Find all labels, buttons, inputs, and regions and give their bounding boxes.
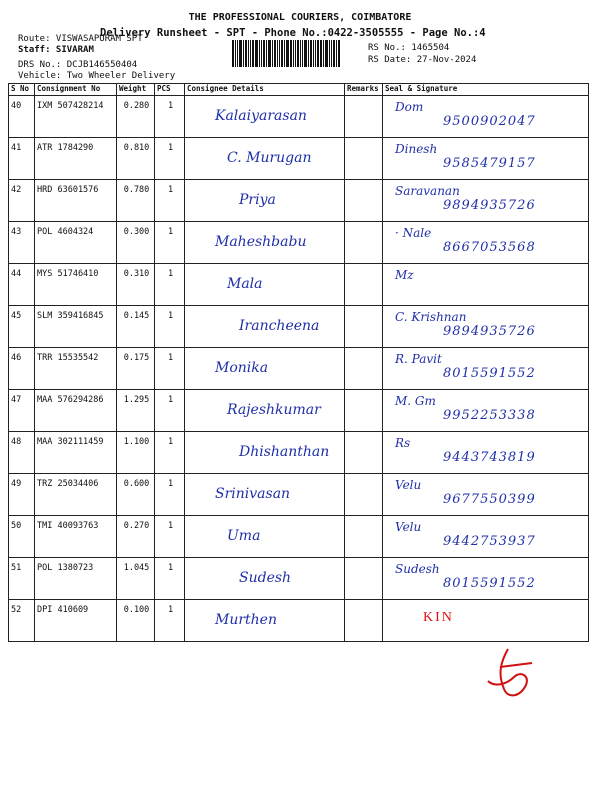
cell-consignment: POL 4604324 <box>35 222 117 264</box>
cell-consignment: SLM 359416845 <box>35 306 117 348</box>
cell-consignee <box>185 96 345 138</box>
table-row <box>9 348 589 390</box>
cell-consignee <box>185 558 345 600</box>
cell-weight: 0.780 <box>117 180 155 222</box>
col-header-consignee: Consignee Details <box>185 84 345 96</box>
handwritten-phone: 9500902047 <box>443 114 536 129</box>
handwritten-phone: 9443743819 <box>443 450 536 465</box>
cell-pcs: 1 <box>155 264 185 306</box>
cell-consignment: HRD 63601576 <box>35 180 117 222</box>
rs-date: RS Date: 27-Nov-2024 <box>368 55 477 65</box>
cell-weight: 0.100 <box>117 600 155 642</box>
cell-weight: 0.270 <box>117 516 155 558</box>
cell-consignment: MAA 576294286 <box>35 390 117 432</box>
cell-consignee <box>185 390 345 432</box>
table-row <box>9 138 589 180</box>
cell-sno: 49 <box>9 474 35 516</box>
cell-consignment: TMI 40093763 <box>35 516 117 558</box>
cell-remarks <box>345 432 383 474</box>
cell-remarks <box>345 96 383 138</box>
cell-consignee <box>185 600 345 642</box>
handwritten-phone: 9442753937 <box>443 534 536 549</box>
red-scribble-mark <box>480 645 550 705</box>
cell-weight: 0.310 <box>117 264 155 306</box>
cell-seal-signature <box>383 180 589 222</box>
route-label: Route: VISWASAPURAM SPT <box>18 34 143 44</box>
table-row <box>9 558 589 600</box>
cell-seal-signature <box>383 306 589 348</box>
handwritten-signature: Rs <box>395 436 411 450</box>
cell-weight: 0.300 <box>117 222 155 264</box>
cell-sno: 42 <box>9 180 35 222</box>
handwritten-phone: 9585479157 <box>443 156 536 171</box>
cell-pcs: 1 <box>155 96 185 138</box>
handwritten-signature: M. Gm <box>395 394 436 408</box>
cell-pcs: 1 <box>155 138 185 180</box>
table-row <box>9 264 589 306</box>
handwritten-consignee-name: Maheshbabu <box>215 234 307 250</box>
cell-consignment: MYS 51746410 <box>35 264 117 306</box>
handwritten-consignee-name: Mala <box>227 276 263 292</box>
cell-weight: 1.295 <box>117 390 155 432</box>
cell-pcs: 1 <box>155 432 185 474</box>
table-row <box>9 600 589 642</box>
table-row <box>9 96 589 138</box>
handwritten-signature: Dom <box>395 100 424 114</box>
handwritten-consignee-name: Monika <box>215 360 269 376</box>
cell-remarks <box>345 138 383 180</box>
cell-seal-signature <box>383 390 589 432</box>
cell-consignee <box>185 222 345 264</box>
cell-sno: 44 <box>9 264 35 306</box>
handwritten-consignee-name: Dhishanthan <box>239 444 330 460</box>
cell-seal-signature <box>383 138 589 180</box>
handwritten-phone: 8667053568 <box>443 240 536 255</box>
cell-consignee <box>185 516 345 558</box>
cell-consignment: TRR 15535542 <box>35 348 117 390</box>
col-header-pcs: PCS <box>155 84 185 96</box>
cell-consignment: POL 1380723 <box>35 558 117 600</box>
cell-remarks <box>345 516 383 558</box>
handwritten-consignee-name: Uma <box>227 528 261 544</box>
handwritten-phone: 9677550399 <box>443 492 536 507</box>
table-row <box>9 516 589 558</box>
cell-sno: 51 <box>9 558 35 600</box>
cell-remarks <box>345 390 383 432</box>
company-title: THE PROFESSIONAL COURIERS, COIMBATORE <box>188 12 412 23</box>
handwritten-phone: 8015591552 <box>443 366 536 381</box>
cell-consignee <box>185 138 345 180</box>
cell-remarks <box>345 180 383 222</box>
handwritten-signature: Dinesh <box>395 142 438 156</box>
table-row <box>9 390 589 432</box>
cell-seal-signature <box>383 600 589 642</box>
barcode-image <box>232 40 359 67</box>
drs-number: DRS No.: DCJB146550404 <box>18 60 138 70</box>
handwritten-signature: Mz <box>395 268 414 282</box>
cell-sno: 41 <box>9 138 35 180</box>
runsheet-table <box>8 83 589 642</box>
handwritten-consignee-name: Irancheena <box>239 318 320 334</box>
cell-weight: 0.145 <box>117 306 155 348</box>
cell-seal-signature <box>383 96 589 138</box>
cell-consignee <box>185 432 345 474</box>
cell-consignment: ATR 1784290 <box>35 138 117 180</box>
table-row <box>9 180 589 222</box>
runsheet-subtitle: Delivery Runsheet - SPT - Phone No.:0422-3505555 - Page No.:4 <box>100 27 486 39</box>
cell-consignment: TRZ 25034406 <box>35 474 117 516</box>
cell-seal-signature <box>383 264 589 306</box>
cell-consignee <box>185 348 345 390</box>
cell-pcs: 1 <box>155 516 185 558</box>
cell-consignee <box>185 264 345 306</box>
cell-consignee <box>185 474 345 516</box>
handwritten-signature: Velu <box>395 478 422 492</box>
cell-remarks <box>345 558 383 600</box>
handwritten-phone: 9894935726 <box>443 198 536 213</box>
col-header-remarks: Remarks <box>345 84 383 96</box>
cell-sno: 48 <box>9 432 35 474</box>
cell-pcs: 1 <box>155 222 185 264</box>
cell-remarks <box>345 348 383 390</box>
cell-weight: 0.280 <box>117 96 155 138</box>
cell-sno: 45 <box>9 306 35 348</box>
cell-weight: 1.045 <box>117 558 155 600</box>
cell-sno: 47 <box>9 390 35 432</box>
cell-sno: 43 <box>9 222 35 264</box>
table-header-row <box>9 84 589 96</box>
cell-sno: 40 <box>9 96 35 138</box>
handwritten-consignee-name: Srinivasan <box>215 486 291 502</box>
staff-label: Staff: SIVARAM <box>18 45 94 55</box>
cell-pcs: 1 <box>155 474 185 516</box>
handwritten-phone: 9894935726 <box>443 324 536 339</box>
table-row <box>9 306 589 348</box>
cell-remarks <box>345 600 383 642</box>
cell-weight: 0.175 <box>117 348 155 390</box>
cell-weight: 1.100 <box>117 432 155 474</box>
col-header-consignment: Consignment No <box>35 84 117 96</box>
table-row <box>9 432 589 474</box>
handwritten-consignee-name: Sudesh <box>239 570 292 586</box>
handwritten-signature: KIN <box>423 610 454 625</box>
cell-consignee <box>185 180 345 222</box>
cell-seal-signature <box>383 348 589 390</box>
cell-seal-signature <box>383 516 589 558</box>
cell-weight: 0.810 <box>117 138 155 180</box>
cell-seal-signature <box>383 474 589 516</box>
rs-number: RS No.: 1465504 <box>368 43 450 53</box>
cell-weight: 0.600 <box>117 474 155 516</box>
cell-pcs: 1 <box>155 306 185 348</box>
handwritten-consignee-name: Priya <box>239 192 276 208</box>
cell-consignment: MAA 302111459 <box>35 432 117 474</box>
handwritten-consignee-name: Rajeshkumar <box>227 402 321 418</box>
cell-pcs: 1 <box>155 600 185 642</box>
cell-sno: 46 <box>9 348 35 390</box>
col-header-weight: Weight <box>117 84 155 96</box>
cell-remarks <box>345 474 383 516</box>
cell-consignment: IXM 507428214 <box>35 96 117 138</box>
col-header-seal: Seal & Signature <box>383 84 589 96</box>
handwritten-signature: C. Krishnan <box>395 310 467 324</box>
handwritten-consignee-name: Kalaiyarasan <box>215 108 307 124</box>
table-row <box>9 474 589 516</box>
cell-seal-signature <box>383 222 589 264</box>
handwritten-consignee-name: C. Murugan <box>227 150 312 166</box>
handwritten-signature: Sudesh <box>395 562 440 576</box>
cell-seal-signature <box>383 558 589 600</box>
handwritten-signature: Velu <box>395 520 422 534</box>
handwritten-signature: R. Pavit <box>395 352 442 366</box>
handwritten-consignee-name: Murthen <box>215 612 277 628</box>
cell-consignee <box>185 306 345 348</box>
cell-sno: 50 <box>9 516 35 558</box>
cell-pcs: 1 <box>155 390 185 432</box>
cell-remarks <box>345 306 383 348</box>
handwritten-phone: 8015591552 <box>443 576 536 591</box>
cell-sno: 52 <box>9 600 35 642</box>
cell-pcs: 1 <box>155 558 185 600</box>
table-row <box>9 222 589 264</box>
cell-remarks <box>345 222 383 264</box>
cell-pcs: 1 <box>155 180 185 222</box>
handwritten-signature: · Nale <box>395 226 432 240</box>
cell-remarks <box>345 264 383 306</box>
handwritten-signature: Saravanan <box>395 184 460 198</box>
cell-consignment: DPI 410609 <box>35 600 117 642</box>
cell-pcs: 1 <box>155 348 185 390</box>
cell-seal-signature <box>383 432 589 474</box>
handwritten-phone: 9952253338 <box>443 408 536 423</box>
col-header-sno: S No <box>9 84 35 96</box>
vehicle-label: Vehicle: Two Wheeler Delivery <box>18 71 176 81</box>
